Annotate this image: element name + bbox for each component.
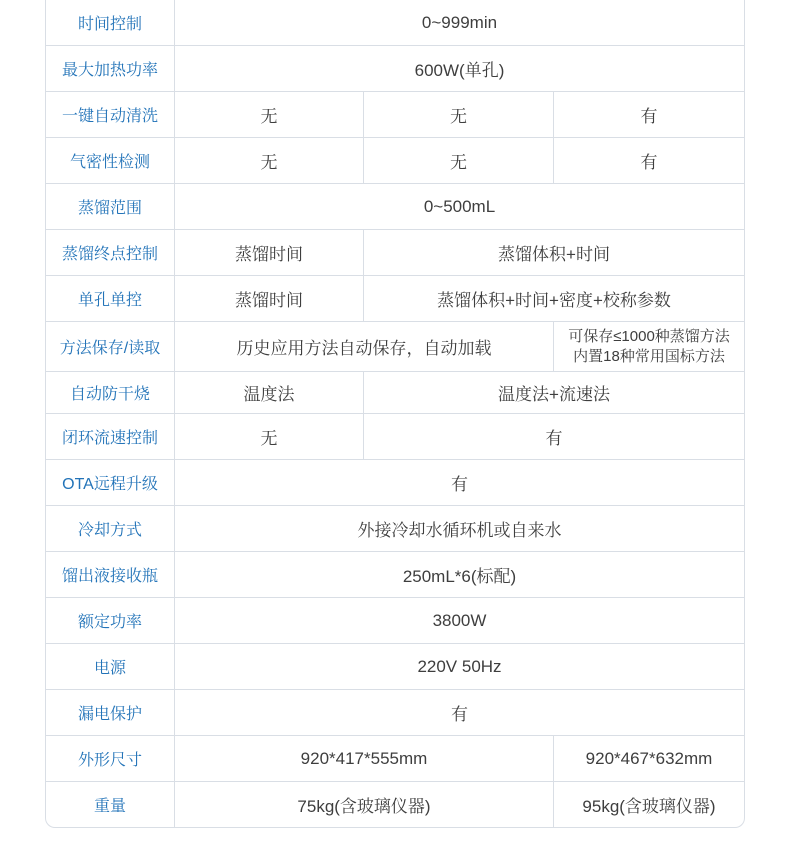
- table-row-auto-clean: [46, 91, 744, 137]
- table-row-max-heating-power: [46, 45, 744, 91]
- spec-value: 外接冷却水循环机或自来水: [174, 506, 744, 551]
- spec-value: 75kg(含玻璃仪器): [174, 782, 553, 827]
- spec-label: 外形尺寸: [77, 752, 142, 769]
- table-row-time-control: [46, 0, 744, 45]
- spec-value: 历史应用方法自动保存，自动加载: [174, 322, 553, 371]
- spec-value: 有: [174, 690, 744, 735]
- table-row-endpoint-control: [46, 229, 744, 275]
- table-row-power-supply: [46, 643, 744, 689]
- spec-value: 有: [363, 414, 744, 459]
- spec-value: 蒸馏时间: [174, 230, 363, 275]
- spec-label: 单孔单控: [77, 292, 142, 309]
- table-row-cooling-method: [46, 505, 744, 551]
- spec-label: OTA远程升级: [62, 476, 158, 493]
- spec-value: 有: [174, 460, 744, 505]
- spec-value: 220V 50Hz: [174, 644, 744, 689]
- spec-label: 漏电保护: [77, 706, 142, 723]
- spec-label: 蒸馏终点控制: [61, 246, 158, 263]
- spec-value: 蒸馏体积+时间+密度+校称参数: [363, 276, 744, 321]
- table-row-distillation-range: [46, 183, 744, 229]
- table-row-airtightness-test: [46, 137, 744, 183]
- spec-value: 无: [174, 138, 363, 183]
- spec-label: 馏出液接收瓶: [61, 568, 158, 585]
- spec-value: 无: [363, 138, 553, 183]
- note-line-2: 内置18种常用国标方法: [573, 347, 725, 365]
- spec-label: 重量: [93, 798, 126, 815]
- spec-value: 温度法+流速法: [363, 372, 744, 413]
- table-row-leakage-protection: [46, 689, 744, 735]
- table-row-rated-power: [46, 597, 744, 643]
- table-row-receiving-bottle: [46, 551, 744, 597]
- table-row-ota-upgrade: [46, 459, 744, 505]
- spec-value: 无: [174, 92, 363, 137]
- spec-value: 有: [553, 92, 744, 137]
- spec-table: [45, 0, 745, 828]
- spec-label: 气密性检测: [69, 154, 150, 171]
- table-row-closed-loop-flow-control: [46, 413, 744, 459]
- table-row-single-hole-control: [46, 275, 744, 321]
- spec-value: 0~500mL: [174, 184, 744, 229]
- table-row-method-save-load: [46, 321, 744, 371]
- table-row-dimensions: [46, 735, 744, 781]
- spec-value: 温度法: [174, 372, 363, 413]
- spec-label: 电源: [93, 660, 126, 677]
- note-line-1: 可保存≤1000种蒸馏方法: [568, 328, 730, 345]
- spec-label: 一键自动清洗: [61, 108, 158, 125]
- spec-value-note: [553, 322, 744, 371]
- spec-value: 95kg(含玻璃仪器): [553, 782, 744, 827]
- table-row-weight: [46, 781, 744, 827]
- spec-label: 额定功率: [77, 614, 142, 631]
- spec-label: 冷却方式: [77, 522, 142, 539]
- spec-value: 蒸馏时间: [174, 276, 363, 321]
- spec-label: 时间控制: [77, 16, 142, 33]
- spec-value: 250mL*6(标配): [174, 552, 744, 597]
- table-row-dry-burn-protection: [46, 371, 744, 413]
- spec-value: 920*467*632mm: [553, 736, 744, 781]
- spec-value: 有: [553, 138, 744, 183]
- spec-label: 方法保存/读取: [59, 340, 161, 357]
- spec-label: 最大加热功率: [61, 62, 158, 79]
- spec-value: 蒸馏体积+时间: [363, 230, 744, 275]
- spec-label: 蒸馏范围: [77, 200, 142, 217]
- spec-value: 600W(单孔): [174, 46, 744, 91]
- spec-value: 0~999min: [174, 0, 744, 45]
- spec-value: 无: [174, 414, 363, 459]
- spec-value: 无: [363, 92, 553, 137]
- spec-value: 3800W: [174, 598, 744, 643]
- spec-value: 920*417*555mm: [174, 736, 553, 781]
- spec-label: 闭环流速控制: [61, 430, 158, 447]
- spec-label: 自动防干烧: [69, 386, 150, 403]
